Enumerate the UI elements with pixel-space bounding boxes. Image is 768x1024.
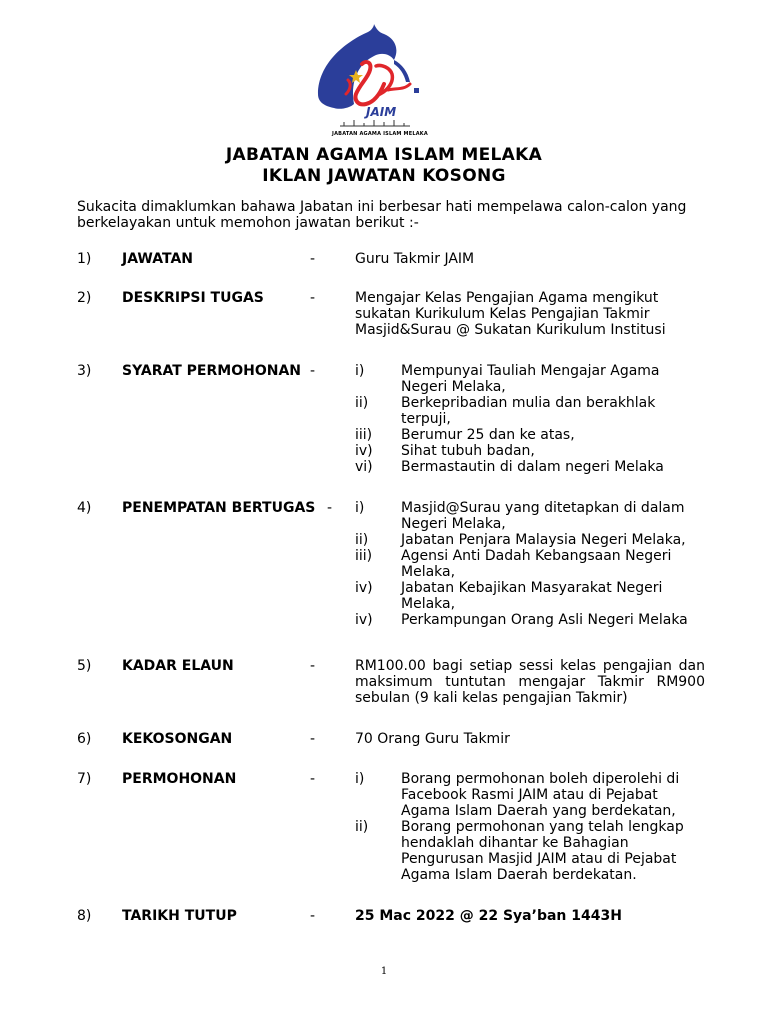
placement-list <box>355 500 705 628</box>
logo-wordmark: JAIM <box>366 105 397 119</box>
item-numeral: iii) <box>355 427 373 443</box>
section-label: KADAR ELAUN <box>122 658 234 674</box>
requirement-list <box>355 363 705 475</box>
item-text: Masjid@Surau yang ditetapkan di dalam Negeri Melaka, <box>401 500 685 532</box>
section-label: PERMOHONAN <box>122 771 237 787</box>
section-label: TARIKH TUTUP <box>122 908 237 924</box>
item-text: Agensi Anti Dadah Kebangsaan Negeri Melaka, <box>401 548 672 580</box>
item-text: Mempunyai Tauliah Mengajar Agama Negeri Melaka, <box>401 363 660 395</box>
item-numeral: i) <box>355 771 365 787</box>
item-numeral: i) <box>355 500 365 516</box>
item-text: Berkepribadian mulia dan berakhlak terpuji, <box>401 395 656 427</box>
list-item <box>355 771 705 819</box>
section-label: PENEMPATAN BERTUGAS <box>122 500 316 516</box>
section-dash: - <box>310 363 316 379</box>
section-dash: - <box>310 251 316 267</box>
list-item <box>355 580 705 612</box>
section-dash: - <box>327 500 333 516</box>
section-dash: - <box>310 658 316 674</box>
logo-caption: JABATAN AGAMA ISLAM MELAKA <box>332 131 428 137</box>
list-item <box>355 548 705 580</box>
section-dash: - <box>310 771 316 787</box>
list-item <box>355 459 705 475</box>
section-value: Mengajar Kelas Pengajian Agama mengikut sukatan Kurikulum Kelas Pengajian Takmir Masjid&Surau @ Sukatan Kurikulum Institusi <box>355 290 666 338</box>
list-item <box>355 363 705 395</box>
section-number: 2) <box>77 290 92 306</box>
item-text: Berumur 25 dan ke atas, <box>401 427 575 443</box>
page-subtitle: IKLAN JAWATAN KOSONG <box>262 166 506 186</box>
item-numeral: iv) <box>355 612 373 628</box>
page-number: 1 <box>380 966 388 977</box>
item-numeral: ii) <box>355 819 369 835</box>
list-item <box>355 612 705 628</box>
item-numeral: i) <box>355 363 365 379</box>
list-item <box>355 532 705 548</box>
item-numeral: ii) <box>355 532 369 548</box>
intro-paragraph: Sukacita dimaklumkan bahawa Jabatan ini berbesar hati mempelawa calon-calon yang berkelayakan untuk memohon jawatan berikut :- <box>77 199 687 231</box>
application-list <box>355 771 705 883</box>
section-value: RM100.00 bagi setiap sessi kelas pengajian dan maksimum tuntutan mengajar Takmir RM900 sebulan (9 kali kelas pengajian Takmir) <box>355 658 705 706</box>
item-numeral: ii) <box>355 395 369 411</box>
closing-date: 25 Mac 2022 @ 22 Sya’ban 1443H <box>355 908 622 924</box>
list-item <box>355 443 705 459</box>
section-number: 4) <box>77 500 92 516</box>
section-value: 70 Orang Guru Takmir <box>355 731 510 747</box>
section-number: 3) <box>77 363 92 379</box>
item-text: Bermastautin di dalam negeri Melaka <box>401 459 664 475</box>
section-number: 5) <box>77 658 92 674</box>
section-value: Guru Takmir JAIM <box>355 251 475 267</box>
item-numeral: vi) <box>355 459 373 475</box>
item-numeral: iv) <box>355 580 373 596</box>
section-label: JAWATAN <box>122 251 193 267</box>
section-dash: - <box>310 290 316 306</box>
list-item <box>355 500 705 532</box>
item-text: Perkampungan Orang Asli Negeri Melaka <box>401 612 688 628</box>
item-numeral: iii) <box>355 548 373 564</box>
list-item <box>355 427 705 443</box>
section-number: 7) <box>77 771 92 787</box>
page-title: JABATAN AGAMA ISLAM MELAKA <box>225 145 543 165</box>
section-number: 1) <box>77 251 92 267</box>
list-item <box>355 819 705 883</box>
item-text: Borang permohonan boleh diperolehi di Facebook Rasmi JAIM atau di Pejabat Agama Islam Daerah yang berdekatan, <box>401 771 680 819</box>
jaim-logo <box>310 24 430 142</box>
section-label: SYARAT PERMOHONAN <box>122 363 301 379</box>
section-number: 8) <box>77 908 92 924</box>
section-dash: - <box>310 731 316 747</box>
section-label: KEKOSONGAN <box>122 731 233 747</box>
section-number: 6) <box>77 731 92 747</box>
section-label: DESKRIPSI TUGAS <box>122 290 264 306</box>
item-text: Jabatan Kebajikan Masyarakat Negeri Melaka, <box>401 580 663 612</box>
list-item <box>355 395 705 427</box>
item-text: Sihat tubuh badan, <box>401 443 535 459</box>
section-dash: - <box>310 908 316 924</box>
item-numeral: iv) <box>355 443 373 459</box>
item-text: Borang permohonan yang telah lengkap hendaklah dihantar ke Bahagian Pengurusan Masjid JAIM atau di Pejabat Agama Islam Daerah berdekatan. <box>401 819 684 883</box>
item-text: Jabatan Penjara Malaysia Negeri Melaka, <box>401 532 686 548</box>
